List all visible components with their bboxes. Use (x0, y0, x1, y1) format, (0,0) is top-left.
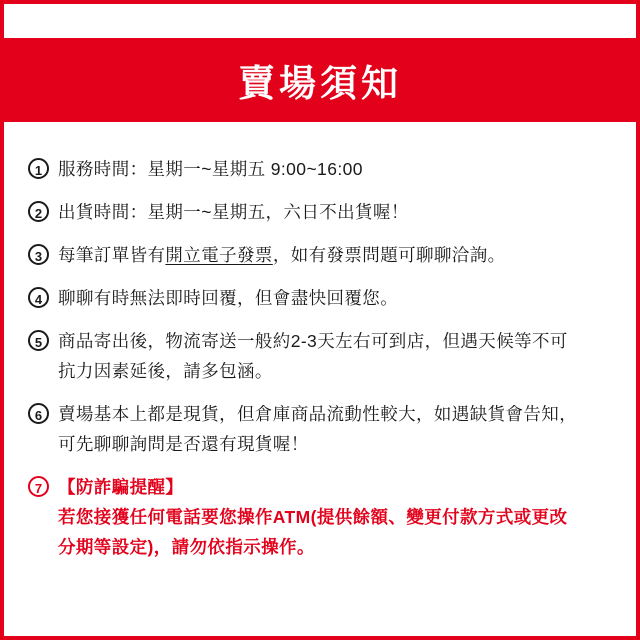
item-text-prefix: 每筆訂單皆有 (58, 245, 166, 265)
item-line: 聊聊有時無法即時回覆，但會盡快回覆您。 (58, 288, 399, 308)
item-number: 4 (28, 287, 49, 308)
item-line: 【防詐騙提醒】 (58, 477, 184, 497)
item-text (58, 326, 568, 386)
item-line: 出貨時間：星期一~星期五，六日不出貨喔！ (58, 202, 409, 222)
item-line: 若您接獲任何電話要您操作ATM(提供餘額、變更付款方式或更改 (58, 507, 568, 527)
page-header (4, 38, 636, 122)
item-number: 2 (28, 201, 49, 222)
notice-list (4, 154, 636, 575)
list-item (28, 399, 610, 459)
item-line: 分期等設定)，請勿依指示操作。 (58, 537, 315, 557)
item-line: 賣場基本上都是現貨，但倉庫商品流動性較大，如遇缺貨會告知， (58, 404, 578, 424)
item-number: 3 (28, 244, 49, 265)
item-text (58, 197, 409, 227)
page-title: 賣場須知 (238, 63, 402, 104)
item-number: 6 (28, 403, 49, 424)
list-item (28, 326, 610, 386)
list-item (28, 283, 610, 313)
item-text (58, 240, 506, 270)
list-item-fraud-warning (28, 472, 610, 562)
list-item (28, 154, 610, 184)
item-text-emphasis: 開立電子發票 (165, 245, 273, 265)
item-line: 抗力因素延後，請多包涵。 (58, 361, 273, 381)
item-text (58, 283, 398, 313)
item-number: 5 (28, 330, 49, 351)
list-item (28, 197, 610, 227)
item-line: 商品寄出後，物流寄送一般約2-3天左右可到店，但遇天候等不可 (58, 331, 568, 351)
item-text-suffix: ，如有發票問題可聊聊洽詢。 (272, 245, 506, 265)
item-text (58, 399, 577, 459)
item-line: 可先聊聊詢問是否還有現貨喔！ (58, 434, 309, 454)
item-number: 7 (28, 476, 49, 497)
item-text (58, 154, 363, 184)
list-item (28, 240, 610, 270)
item-number: 1 (28, 158, 49, 179)
item-text (58, 472, 567, 562)
item-line: 服務時間：星期一~星期五 9:00~16:00 (58, 159, 363, 179)
